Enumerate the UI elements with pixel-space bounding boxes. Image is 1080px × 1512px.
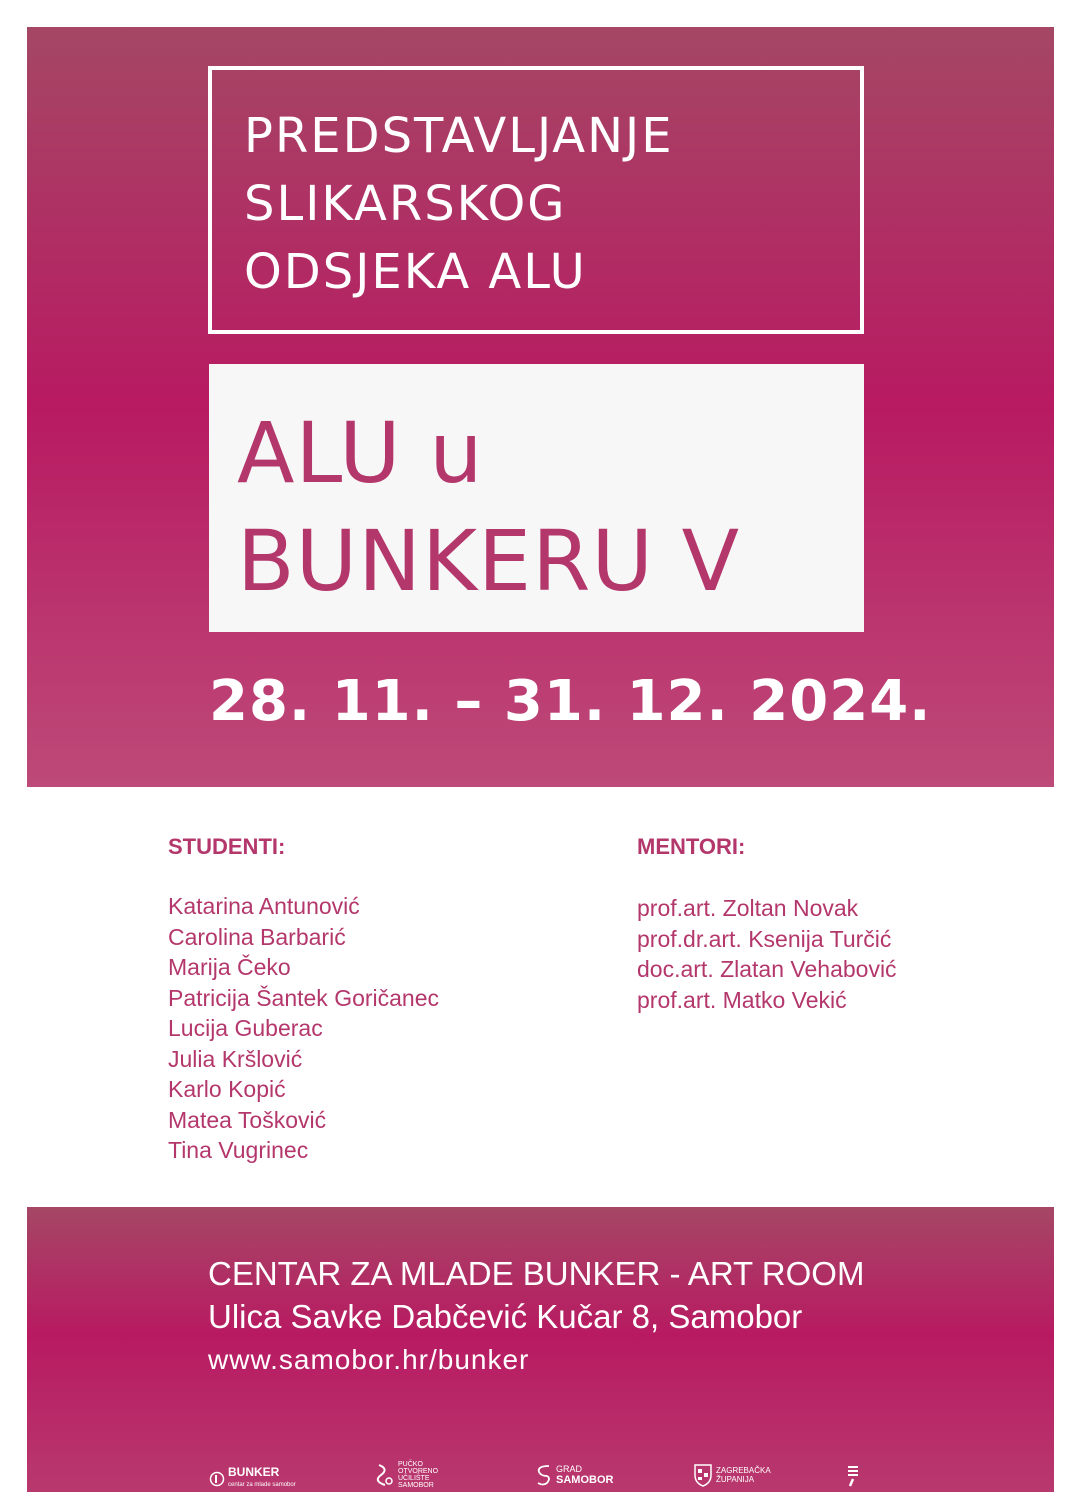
student-name: Katarina Antunović	[168, 893, 360, 919]
venue-address: Ulica Savke Dabčević Kučar 8, Samobor	[208, 1298, 803, 1335]
grad-samobor-logo	[535, 1463, 613, 1487]
mentors-list	[637, 893, 897, 1015]
mentor-name: prof.art. Matko Vekić	[637, 986, 847, 1013]
bunker-logo	[209, 1467, 296, 1490]
uciliste-logo-icon	[375, 1461, 395, 1489]
student-name: Carolina Barbarić	[168, 923, 346, 950]
title-line-3: ODSJEKA ALU	[244, 244, 587, 300]
uciliste-line-4: SAMOBOR	[398, 1482, 434, 1489]
title-line-2: SLIKARSKOG	[244, 176, 567, 232]
event-title-box	[209, 364, 864, 632]
grad-samobor-logo-icon	[535, 1463, 553, 1487]
student-name: Patricija Šantek Goričanec	[168, 984, 440, 1011]
students-heading: STUDENTI:	[168, 834, 286, 859]
partner-logo	[847, 1465, 859, 1487]
student-name: Lucija Guberac	[168, 1015, 323, 1041]
grad-logo-name: SAMOBOR	[556, 1474, 614, 1486]
student-name: Matea Tošković	[168, 1106, 327, 1133]
bunker-logo-sub: centar za mlade samobor	[228, 1482, 296, 1488]
uciliste-logo	[375, 1461, 438, 1489]
mentor-name: prof.art. Zoltan Novak	[637, 895, 859, 921]
students-list	[168, 891, 439, 1166]
uciliste-line-2: OTVORENO	[398, 1468, 439, 1475]
student-name: Julia Kršlović	[168, 1045, 303, 1072]
bunker-logo-icon	[209, 1471, 225, 1487]
coat-of-arms-icon	[693, 1463, 713, 1487]
uciliste-line-3: UČILIŠTE	[398, 1475, 430, 1482]
bunker-logo-name: BUNKER	[228, 1465, 280, 1479]
zupanija-logo	[693, 1463, 771, 1487]
student-name: Karlo Kopić	[168, 1076, 286, 1102]
uciliste-line-1: PUČKO	[398, 1461, 423, 1468]
mentor-name: prof.dr.art. Ksenija Turčić	[637, 925, 892, 952]
event-title-line-1: ALU u	[237, 404, 484, 502]
student-name: Tina Vugrinec	[168, 1137, 309, 1163]
grad-logo-top: GRAD	[556, 1464, 583, 1474]
poster-header-panel	[27, 27, 1054, 787]
title-line-1: PREDSTAVLJANJE	[244, 108, 674, 164]
venue-website-link[interactable]: www.samobor.hr/bunker	[208, 1344, 530, 1375]
student-name: Marija Čeko	[168, 954, 291, 980]
title-frame	[208, 66, 864, 334]
zupanija-line-1: ZAGREBAČKA	[716, 1466, 771, 1475]
mentors-heading: MENTORI:	[637, 834, 746, 859]
event-title-line-2: BUNKERU V	[237, 512, 741, 610]
mentor-name: doc.art. Zlatan Vehabović	[637, 956, 897, 982]
venue-name: CENTAR ZA MLADE BUNKER - ART ROOM	[208, 1255, 865, 1292]
exhibition-dates: 28. 11. – 31. 12. 2024.	[209, 669, 932, 734]
venue-footer-panel	[27, 1207, 1054, 1492]
zupanija-line-2: ŽUPANIJA	[716, 1475, 755, 1484]
partner-logo-icon	[847, 1465, 859, 1487]
